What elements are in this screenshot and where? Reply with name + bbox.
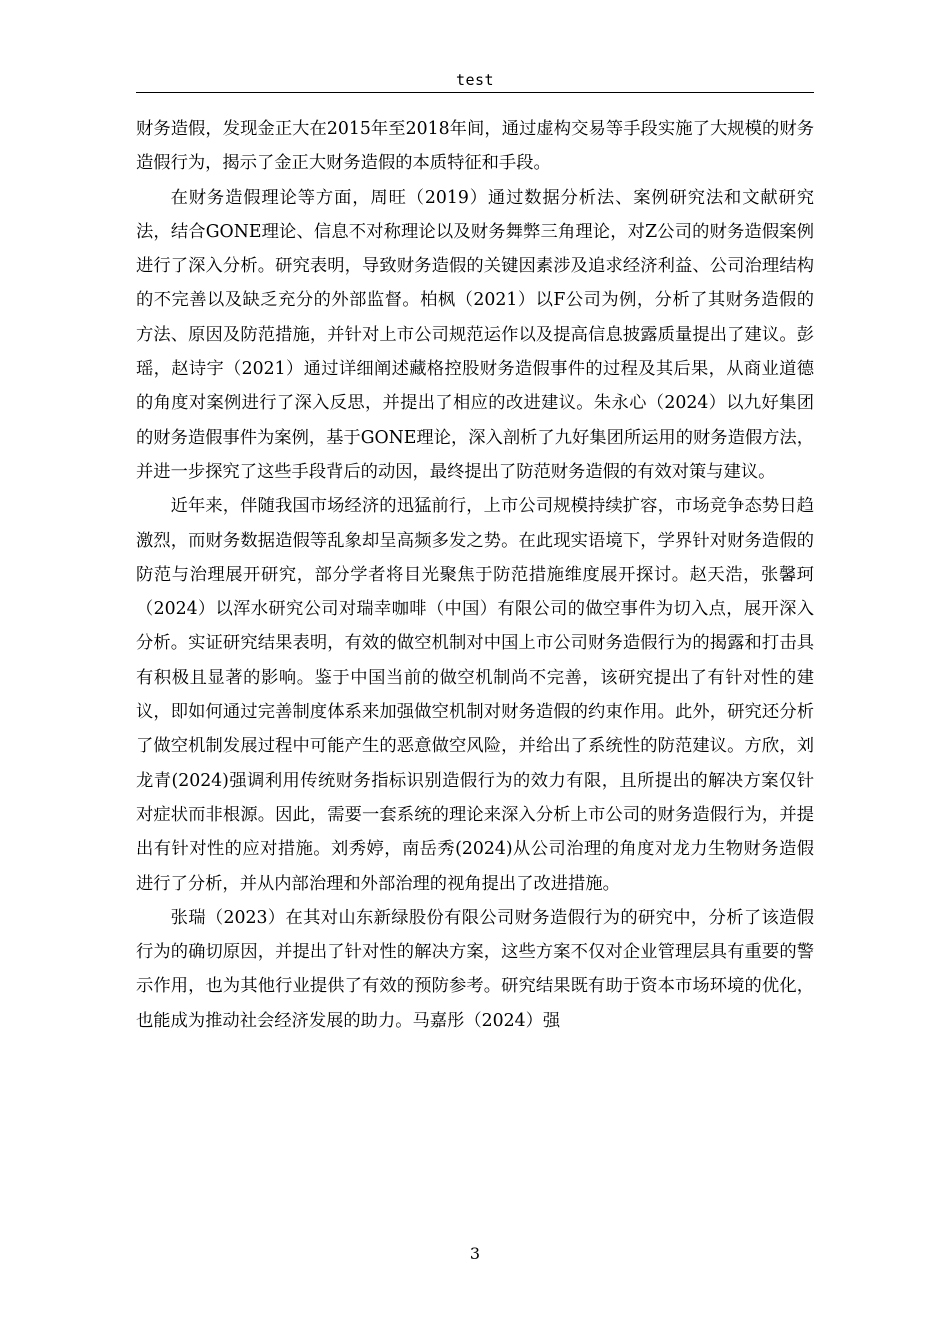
- paragraph-1: 财务造假，发现金正大在2015年至2018年间，通过虚构交易等手段实施了大规模的财务造假行为，揭示了金正大财务造假的本质特征和手段。: [136, 119, 814, 174]
- paragraph-4: 张瑞（2023）在其对山东新绿股份有限公司财务造假行为的研究中，分析了该造假行为的确切原因，并提出了针对性的解决方案，这些方案不仅对企业管理层具有重要的警示作用，也为其他行业提供了有效的预防参考。研究结果既有助于资本市场环境的优化，也能成为推动社会经济发展的助力。马嘉彤（2024）强: [136, 907, 814, 1031]
- paragraph-2: 在财务造假理论等方面，周旺（2019）通过数据分析法、案例研究法和文献研究法，结合GONE理论、信息不对称理论以及财务舞弊三角理论，对Z公司的财务造假案例进行了深入分析。研究表明，导致财务造假的关键因素涉及追求经济利益、公司治理结构的不完善以及缺乏充分的外部监督。柏枫（2021）以F公司为例，分析了其财务造假的方法、原因及防范措施，并针对上市公司规范运作以及提高信息披露质量提出了建议。彭瑶，赵诗宇（2021）通过详细阐述藏格控股财务造假事件的过程及其后果，从商业道德的角度对案例进行了深入反思，并提出了相应的改进建议。朱永心（2024）以九好集团的财务造假事件为案例，基于GONE理论，深入剖析了九好集团所运用的财务造假方法，并进一步探究了这些手段背后的动因，最终提出了防范财务造假的有效对策与建议。: [136, 187, 814, 482]
- paragraph-3: 近年来，伴随我国市场经济的迅猛前行，上市公司规模持续扩容，市场竞争态势日趋激烈，而财务数据造假等乱象却呈高频多发之势。在此现实语境下，学界针对财务造假的防范与治理展开研究，部分学者将目光聚焦于防范措施维度展开探讨。赵天浩，张馨珂（2024）以浑水研究公司对瑞幸咖啡（中国）有限公司的做空事件为切入点，展开深入分析。实证研究结果表明，有效的做空机制对中国上市公司财务造假行为的揭露和打击具有积极且显著的影响。鉴于中国当前的做空机制尚不完善，该研究提出了有针对性的建议，即如何通过完善制度体系来加强做空机制对财务造假的约束作用。此外，研究还分析了做空机制发展过程中可能产生的恶意做空风险，并给出了系统性的防范建议。方欣，刘龙青(2024)强调利用传统财务指标识别造假行为的效力有限，且所提出的解决方案仅针对症状而非根源。因此，需要一套系统的理论来深入分析上市公司的财务造假行为，并提出有针对性的应对措施。刘秀婷，南岳秀(2024)从公司治理的角度对龙力生物财务造假进行了分析，并从内部治理和外部治理的视角提出了改进措施。: [136, 496, 814, 894]
- page-header: test: [455, 71, 495, 89]
- body-text: [136, 112, 814, 1038]
- header-rule: [136, 92, 814, 93]
- page-number: 3: [469, 1244, 481, 1263]
